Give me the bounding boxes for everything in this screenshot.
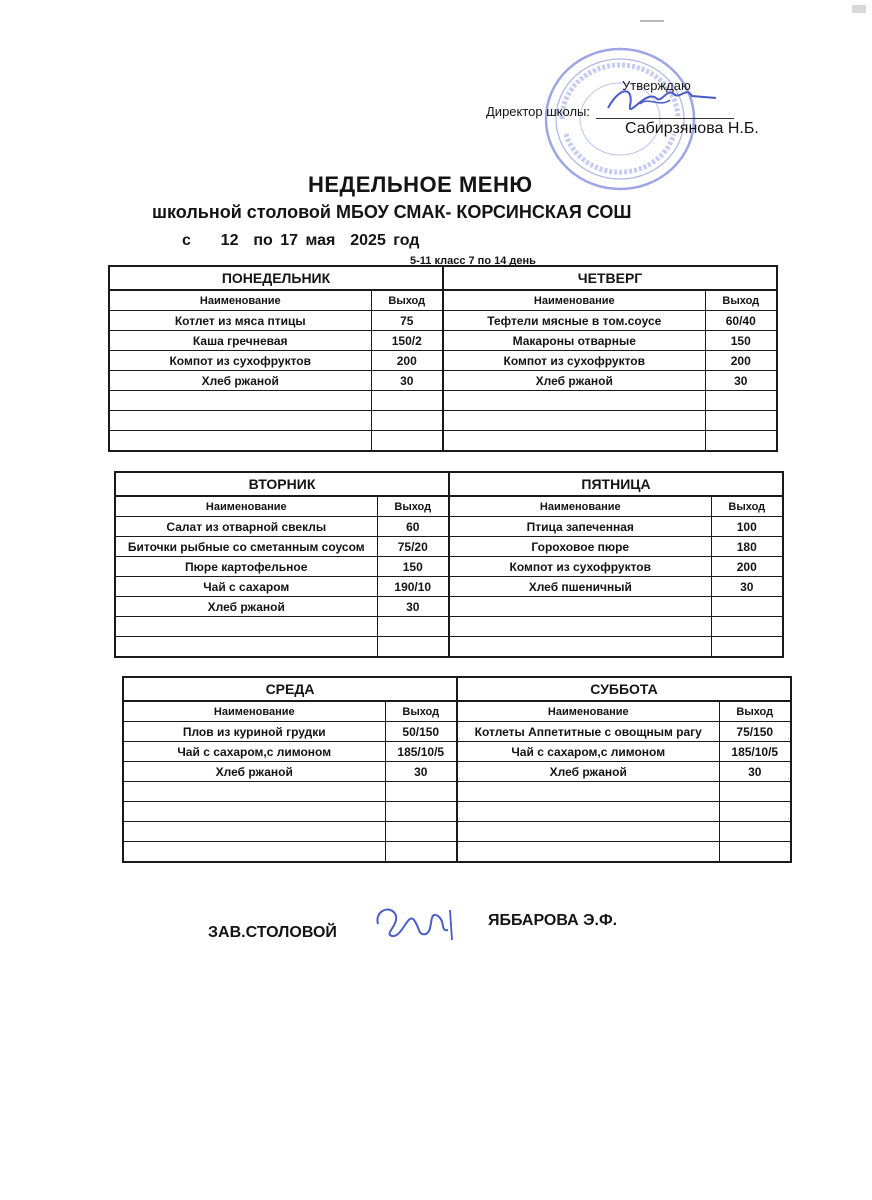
dish-output: 150 <box>705 331 777 351</box>
table-row <box>123 842 791 863</box>
dish-name <box>115 637 377 658</box>
column-header-output: Выход <box>385 701 457 722</box>
table-row <box>115 577 783 597</box>
table-row <box>115 597 783 617</box>
menu-table-week-1 <box>108 265 778 452</box>
dish-name: Хлеб ржаной <box>115 597 377 617</box>
dish-output: 30 <box>719 762 791 782</box>
dish-output: 30 <box>371 371 443 391</box>
dish-name <box>449 617 711 637</box>
scan-mark <box>852 5 866 13</box>
dish-name: Пюре картофельное <box>115 557 377 577</box>
dish-name: Хлеб пшеничный <box>449 577 711 597</box>
dish-output <box>719 802 791 822</box>
table-row <box>109 411 777 431</box>
column-header-name: Наименование <box>457 701 719 722</box>
dish-name <box>115 617 377 637</box>
dish-output <box>377 617 449 637</box>
dish-output <box>377 637 449 658</box>
dish-output: 150/2 <box>371 331 443 351</box>
dish-name: Чай с сахаром,с лимоном <box>457 742 719 762</box>
dish-output: 75/20 <box>377 537 449 557</box>
canteen-head-label: ЗАВ.СТОЛОВОЙ <box>208 924 337 941</box>
dish-name <box>123 782 385 802</box>
director-signature-icon <box>600 78 720 124</box>
dish-name <box>449 637 711 658</box>
canteen-head-name: ЯББАРОВА Э.Ф. <box>488 912 618 929</box>
table-row <box>109 351 777 371</box>
column-header-output: Выход <box>719 701 791 722</box>
dish-output <box>385 802 457 822</box>
dish-output: 200 <box>705 351 777 371</box>
menu-table-week-3 <box>122 676 792 863</box>
page-subtitle: школьной столовой МБОУ СМАК- КОРСИНСКАЯ СОШ <box>152 202 632 222</box>
dish-output <box>705 391 777 411</box>
dish-name <box>443 391 705 411</box>
dish-name <box>457 842 719 863</box>
dish-output: 100 <box>711 517 783 537</box>
dish-name: Компот из сухофруктов <box>449 557 711 577</box>
dish-name <box>123 842 385 863</box>
dish-name <box>449 597 711 617</box>
dish-name <box>457 822 719 842</box>
menu-table-week-2 <box>114 471 784 658</box>
column-header-name: Наименование <box>449 496 711 517</box>
director-label: Директор школы: <box>486 104 590 119</box>
dish-output <box>371 391 443 411</box>
table-row <box>109 331 777 351</box>
dish-output: 185/10/5 <box>385 742 457 762</box>
table-row <box>123 722 791 742</box>
dish-name: Тефтели мясные в том.соусе <box>443 311 705 331</box>
dish-name: Биточки рыбные со сметанным соусом <box>115 537 377 557</box>
column-header-output: Выход <box>705 290 777 311</box>
table-row <box>109 371 777 391</box>
dish-output: 30 <box>377 597 449 617</box>
dish-output <box>711 637 783 658</box>
table-row <box>123 802 791 822</box>
column-header-output: Выход <box>377 496 449 517</box>
dish-name <box>443 431 705 452</box>
table-row <box>123 822 791 842</box>
dish-output: 150 <box>377 557 449 577</box>
table-row <box>115 517 783 537</box>
dish-output <box>385 842 457 863</box>
dish-output: 30 <box>705 371 777 391</box>
dish-output: 60/40 <box>705 311 777 331</box>
class-info: 5-11 класс 7 по 14 день <box>410 255 536 267</box>
dish-name <box>109 431 371 452</box>
table-row <box>123 782 791 802</box>
column-header-name: Наименование <box>123 701 385 722</box>
director-name: Сабирзянова Н.Б. <box>625 120 759 137</box>
dish-name <box>123 822 385 842</box>
day-header: ВТОРНИК <box>115 472 449 496</box>
table-row <box>109 391 777 411</box>
dish-output <box>371 431 443 452</box>
scan-mark <box>640 20 664 22</box>
approve-label: Утверждаю <box>622 78 691 93</box>
dish-output <box>711 597 783 617</box>
day-header: ПЯТНИЦА <box>449 472 783 496</box>
dish-name: Чай с сахаром,с лимоном <box>123 742 385 762</box>
dish-name: Компот из сухофруктов <box>109 351 371 371</box>
dish-name: Хлеб ржаной <box>443 371 705 391</box>
dish-name: Плов из куриной грудки <box>123 722 385 742</box>
column-header-name: Наименование <box>109 290 371 311</box>
dish-name: Хлеб ржаной <box>123 762 385 782</box>
dish-output: 185/10/5 <box>719 742 791 762</box>
dish-name: Каша гречневая <box>109 331 371 351</box>
table-row <box>115 537 783 557</box>
dish-output: 190/10 <box>377 577 449 597</box>
dish-output: 30 <box>385 762 457 782</box>
table-row <box>109 311 777 331</box>
dish-output: 180 <box>711 537 783 557</box>
table-row <box>115 557 783 577</box>
dish-name <box>457 782 719 802</box>
dish-name: Гороховое пюре <box>449 537 711 557</box>
table-row <box>123 742 791 762</box>
dish-output <box>711 617 783 637</box>
dish-output <box>719 842 791 863</box>
table-row <box>115 617 783 637</box>
dish-output: 75 <box>371 311 443 331</box>
dish-name: Котлет из мяса птицы <box>109 311 371 331</box>
day-header: ЧЕТВЕРГ <box>443 266 777 290</box>
dish-name: Птица запеченная <box>449 517 711 537</box>
column-header-output: Выход <box>371 290 443 311</box>
column-header-output: Выход <box>711 496 783 517</box>
dish-output: 200 <box>711 557 783 577</box>
dish-name <box>123 802 385 822</box>
dish-output <box>385 822 457 842</box>
dish-name: Компот из сухофруктов <box>443 351 705 371</box>
date-range: с 12 по 17 мая 2025 год <box>182 232 420 249</box>
dish-name: Макароны отварные <box>443 331 705 351</box>
dish-output <box>705 431 777 452</box>
day-header: СРЕДА <box>123 677 457 701</box>
dish-output <box>371 411 443 431</box>
dish-output: 60 <box>377 517 449 537</box>
dish-name: Салат из отварной свеклы <box>115 517 377 537</box>
dish-name: Чай с сахаром <box>115 577 377 597</box>
dish-name <box>457 802 719 822</box>
day-header: ПОНЕДЕЛЬНИК <box>109 266 443 290</box>
table-row <box>123 762 791 782</box>
dish-output: 30 <box>711 577 783 597</box>
dish-name: Хлеб ржаной <box>109 371 371 391</box>
dish-output: 75/150 <box>719 722 791 742</box>
table-row <box>115 637 783 658</box>
column-header-name: Наименование <box>443 290 705 311</box>
dish-output <box>719 782 791 802</box>
column-header-name: Наименование <box>115 496 377 517</box>
dish-output <box>719 822 791 842</box>
dish-name <box>109 391 371 411</box>
dish-name: Хлеб ржаной <box>457 762 719 782</box>
dish-output: 200 <box>371 351 443 371</box>
page-title: НЕДЕЛЬНОЕ МЕНЮ <box>308 172 533 197</box>
dish-output <box>385 782 457 802</box>
dish-name <box>443 411 705 431</box>
day-header: СУББОТА <box>457 677 791 701</box>
dish-name <box>109 411 371 431</box>
canteen-signature-icon <box>368 896 468 946</box>
dish-output <box>705 411 777 431</box>
dish-output: 50/150 <box>385 722 457 742</box>
table-row <box>109 431 777 452</box>
dish-name: Котлеты Аппетитные с овощным рагу <box>457 722 719 742</box>
